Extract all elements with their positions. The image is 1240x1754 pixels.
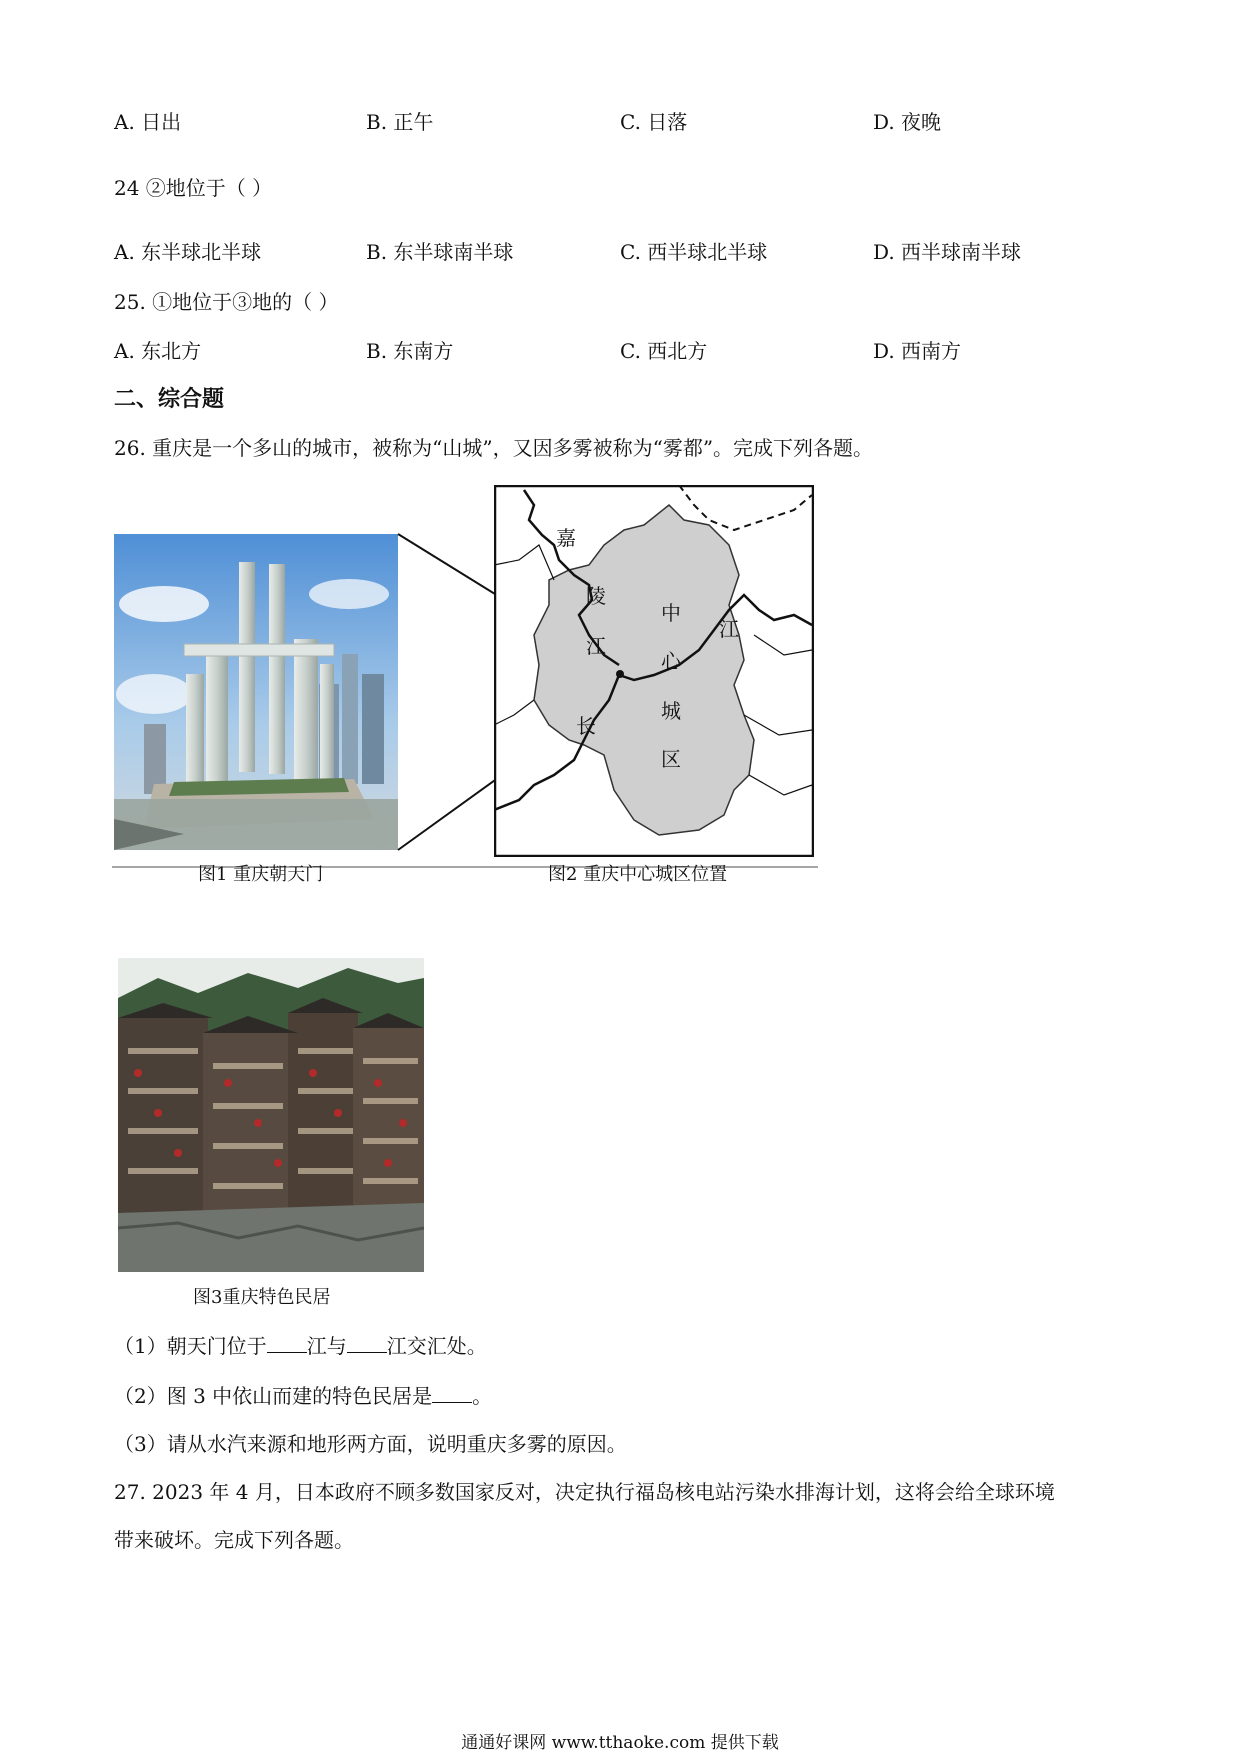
q26-sub1 (114, 1330, 487, 1359)
answer-blank (267, 1334, 307, 1353)
fig3-caption: 图3重庆特色民居 (193, 1287, 331, 1308)
q24-option-c: C. 西半球北半球 (620, 240, 768, 264)
map-label-jia: 嘉 (556, 526, 576, 550)
q24-stem: 24 ②地位于（ ） (114, 176, 273, 200)
section-title: 二、综合题 (114, 387, 225, 412)
q24-option-b: B. 东半球南半球 (366, 240, 514, 264)
q23-option-c: C. 日落 (620, 110, 688, 134)
fig3-stilt-houses-photo (118, 958, 424, 1272)
q26-sub1-text-b: 江与 (306, 1334, 347, 1358)
map-label-chang: 长 (576, 714, 596, 738)
map-label-jiang-east: 江 (719, 617, 739, 641)
page-footer: 通通好课网 www.tthaoke.com 提供下载 (461, 1733, 779, 1753)
map-label-ling: 陵 (586, 584, 606, 608)
q26-sub2-text-b: 。 (472, 1384, 493, 1408)
map-label-qu: 区 (661, 747, 681, 771)
q23-option-d: D. 夜晚 (873, 110, 942, 134)
q23-option-b: B. 正午 (366, 110, 434, 134)
q24-option-d: D. 西半球南半球 (873, 240, 1022, 264)
map-label-zhong: 中 (661, 601, 681, 625)
map-label-jiang-west: 江 (586, 634, 606, 658)
q27-line2: 带来破坏。完成下列各题。 (114, 1528, 354, 1552)
q25-option-a: A. 东北方 (114, 339, 202, 363)
fig2-chongqing-map (494, 485, 814, 857)
map-label-cheng: 城 (661, 699, 681, 723)
answer-blank (347, 1334, 387, 1353)
q26-sub1-text-a: （1）朝天门位于 (114, 1334, 267, 1358)
q26-sub3: （3）请从水汽来源和地形两方面，说明重庆多雾的原因。 (114, 1432, 627, 1456)
answer-blank (432, 1384, 472, 1403)
q25-option-c: C. 西北方 (620, 339, 708, 363)
q25-option-b: B. 东南方 (366, 339, 454, 363)
q23-option-a: A. 日出 (114, 110, 182, 134)
q27-line1: 27. 2023 年 4 月，日本政府不顾多数国家反对，决定执行福岛核电站污染水排海计划，这将会给全球环境 (114, 1480, 1055, 1504)
fig1-caption: 图1 重庆朝天门 (198, 864, 324, 885)
q26-stem: 26. 重庆是一个多山的城市，被称为“山城”，又因多雾被称为“雾都”。完成下列各题。 (114, 436, 874, 460)
q25-option-d: D. 西南方 (873, 339, 962, 363)
q26-sub2 (114, 1380, 492, 1409)
q24-option-a: A. 东半球北半球 (114, 240, 262, 264)
q26-sub1-text-c: 江交汇处。 (386, 1334, 487, 1358)
fig2-caption: 图2 重庆中心城区位置 (548, 864, 728, 885)
q25-stem: 25. ①地位于③地的（ ） (114, 290, 339, 314)
map-label-xin: 心 (661, 649, 681, 673)
q26-sub2-text-a: （2）图 3 中依山而建的特色民居是 (114, 1384, 433, 1408)
